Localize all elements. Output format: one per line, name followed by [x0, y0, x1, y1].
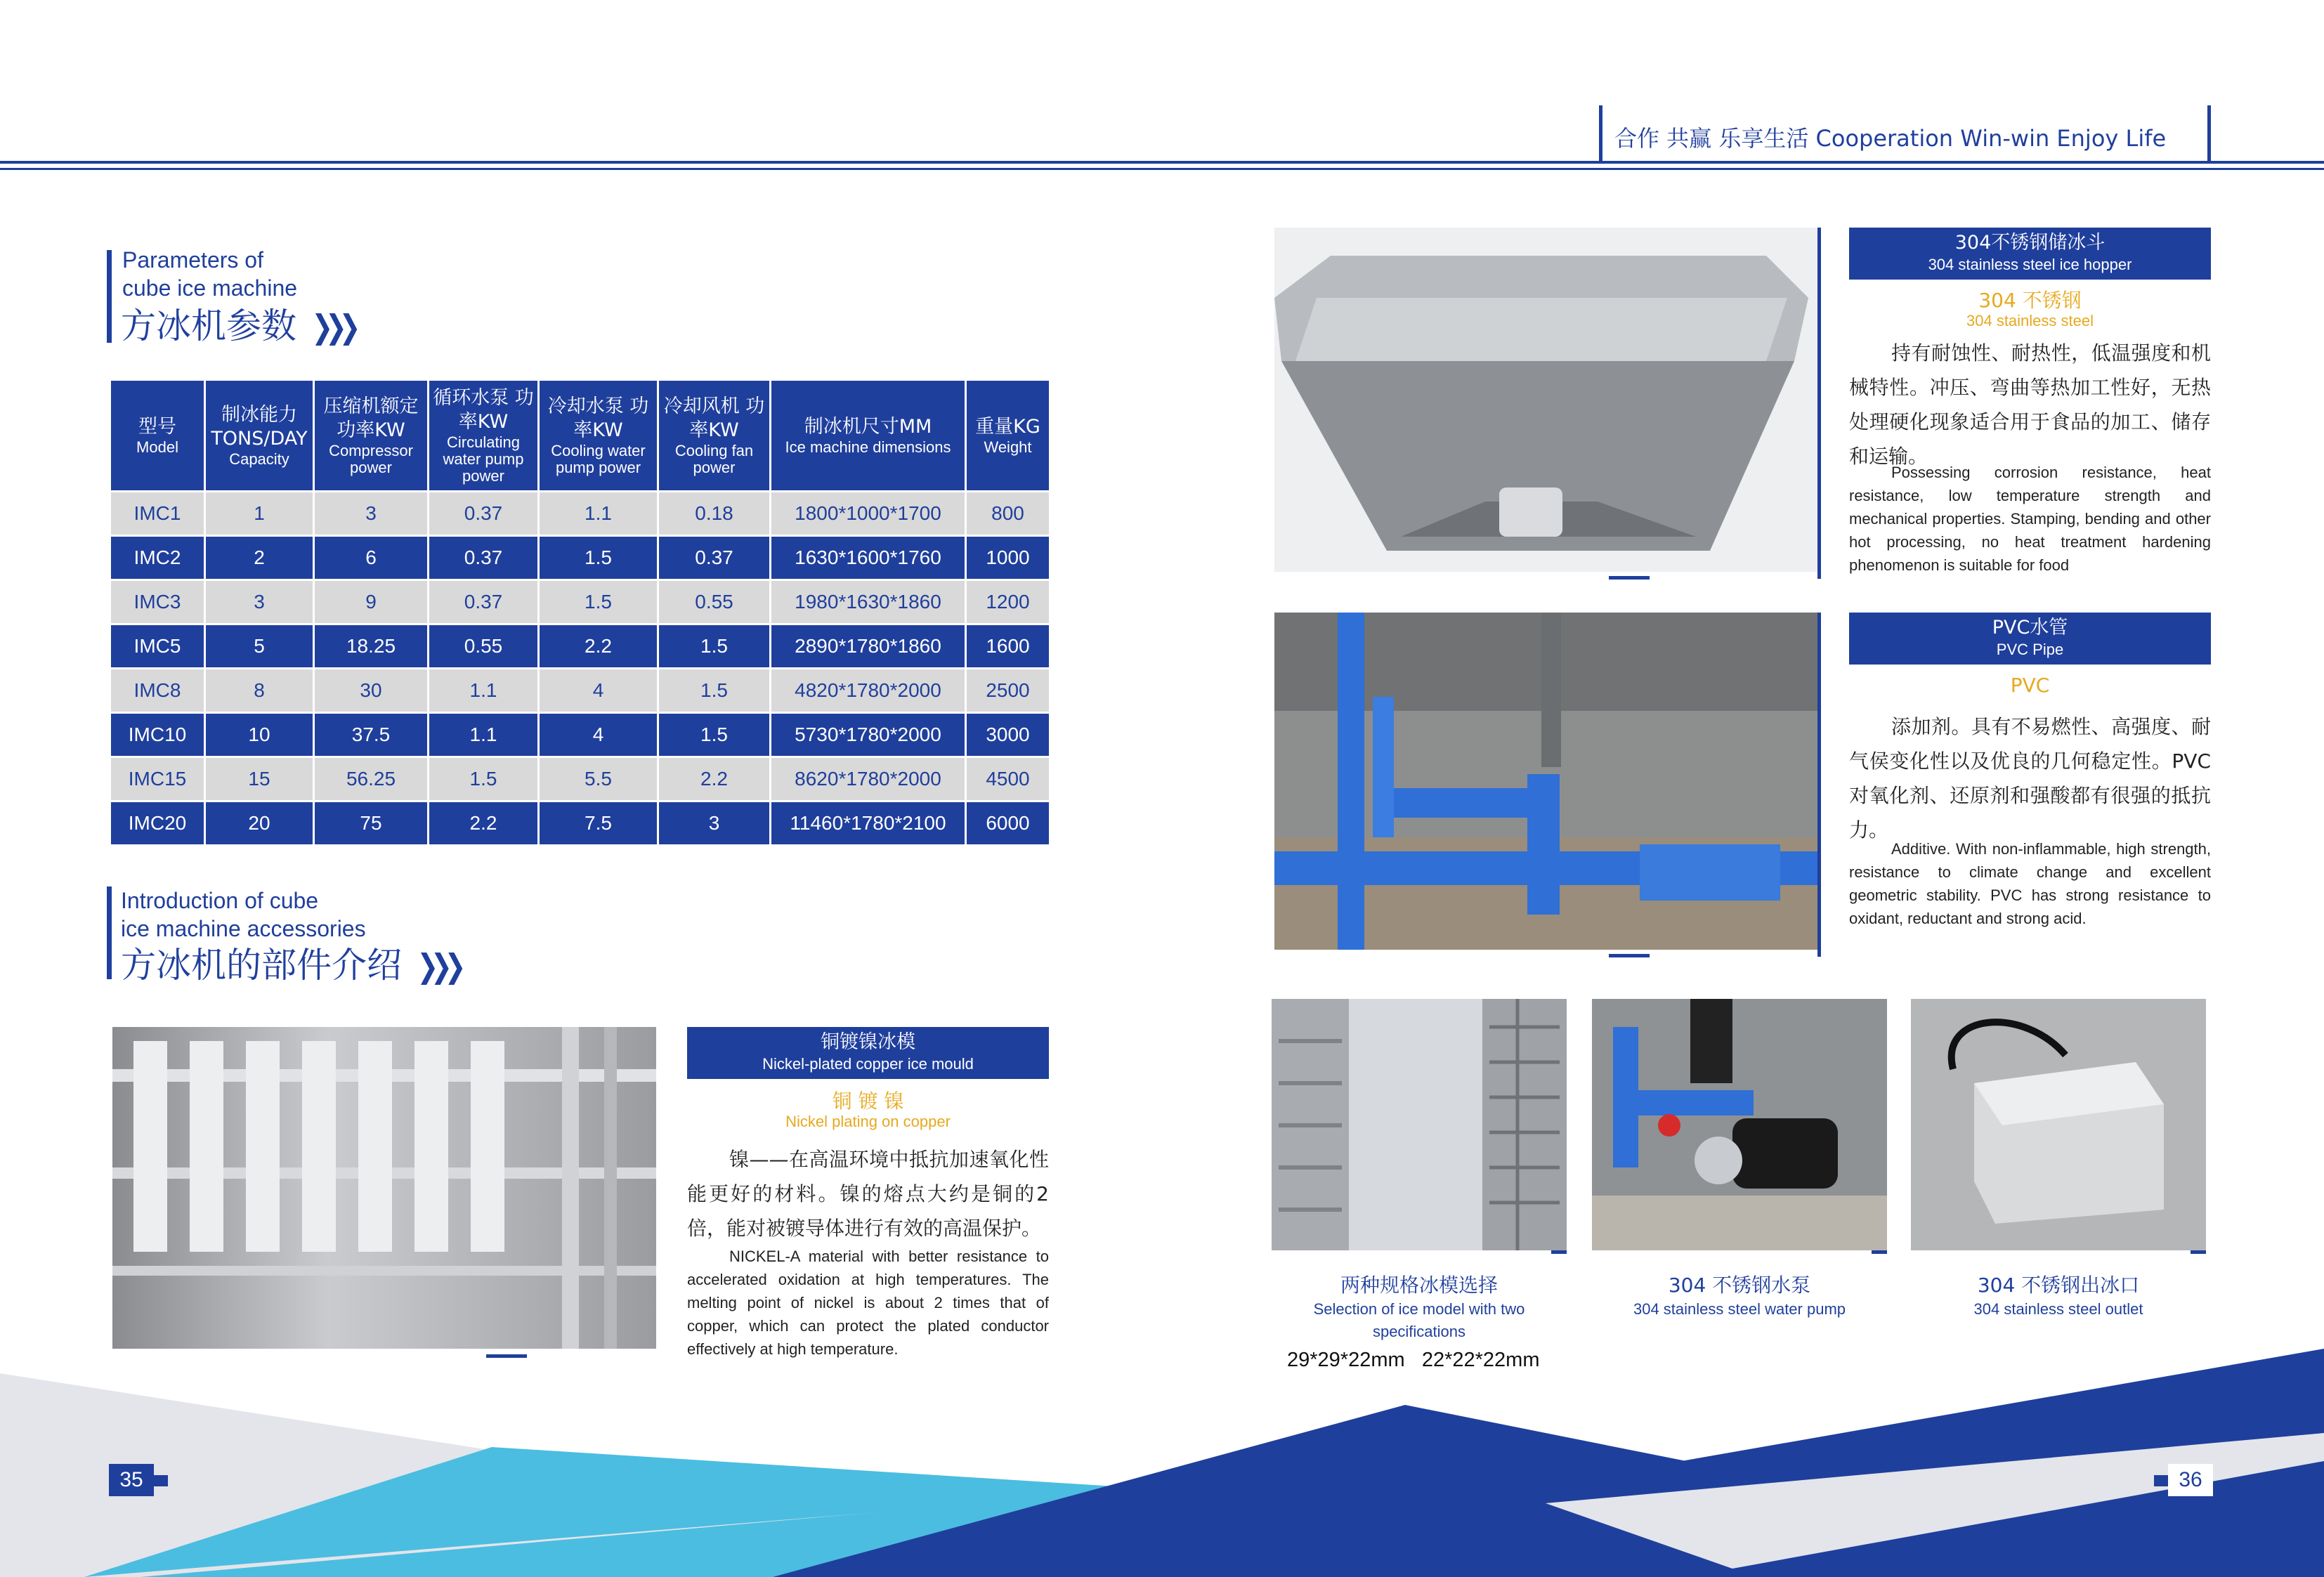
table-cell: IMC3 — [110, 580, 205, 624]
pvc-caption — [1849, 613, 2211, 665]
mould-description-en: NICKEL-A material with better resistance to accelerated oxidation at high temperatures. The melting point of nickel is about 2 times that of copper, which can protect the plated conductor effectively at high temperature. — [687, 1248, 1049, 1358]
photo-accent — [2191, 1250, 2206, 1254]
table-cell: 3000 — [966, 713, 1050, 757]
chevron-right-icon: ❯❯❯ — [417, 947, 459, 985]
table-cell: 4500 — [966, 757, 1050, 801]
chevron-right-icon: ❯❯❯ — [311, 308, 353, 346]
table-cell: 5.5 — [539, 757, 658, 801]
ice-hopper-photo — [1274, 228, 1817, 572]
section1-title-zh: 方冰机参数 — [121, 306, 296, 346]
mould-description-zh: 镍——在高温环境中抵抗加速氧化性能更好的材料。镍的熔点大约是铜的2倍，能对被镀导体进行有效的高温保护。 — [687, 1148, 1049, 1240]
pvc-description-zh: 添加剂。具有不易燃性、高强度、耐气侯变化性以及优良的几何稳定性。PVC对氧化剂、还原剂和强酸都有很强的抵抗力。 — [1849, 715, 2211, 842]
photo-accent — [1609, 954, 1650, 957]
table-row — [110, 713, 1050, 757]
header-rule — [0, 161, 2324, 164]
hopper-caption — [1849, 228, 2211, 280]
table-cell: 18.25 — [314, 624, 429, 669]
table-cell: IMC5 — [110, 624, 205, 669]
table-cell: 2 — [205, 536, 314, 580]
mould-caption-en: Nickel-plated copper ice mould — [762, 1055, 974, 1073]
header-bar-left — [1599, 105, 1602, 163]
table-cell: 5 — [205, 624, 314, 669]
table-cell: 0.55 — [658, 580, 771, 624]
table-row — [110, 492, 1050, 536]
hopper-material — [1849, 289, 2211, 330]
table-cell: 4820*1780*2000 — [771, 669, 966, 713]
header-dimensions: 制冰机尺寸MM Ice machine dimensions — [771, 380, 966, 492]
hopper-description-en: Possessing corrosion resistance, heat resistance, low temperature strength and mechanical properties. Stamping, bending and other hot processing, no heat treatment hardening phenomenon is suitable for food — [1849, 464, 2211, 574]
table-cell: 0.37 — [429, 580, 539, 624]
table-cell: 37.5 — [314, 713, 429, 757]
table-row — [110, 801, 1050, 846]
table-cell: 2.2 — [539, 624, 658, 669]
table-row — [110, 624, 1050, 669]
ice-model-caption-en: Selection of ice model with two specifications — [1313, 1300, 1525, 1340]
hopper-material-zh: 304 不锈钢 — [1978, 289, 2082, 312]
table-cell: 3 — [205, 580, 314, 624]
table-cell: 1.5 — [539, 580, 658, 624]
table-cell: 2.2 — [658, 757, 771, 801]
ice-model-caption-zh: 两种规格冰模选择 — [1340, 1274, 1498, 1297]
table-cell: 1000 — [966, 536, 1050, 580]
mould-caption-zh: 铜镀镍冰模 — [821, 1031, 915, 1053]
table-cell: 1.5 — [658, 713, 771, 757]
table-cell: 30 — [314, 669, 429, 713]
table-cell: 1630*1600*1760 — [771, 536, 966, 580]
section2-title — [121, 937, 464, 988]
table-cell: 1.5 — [429, 757, 539, 801]
header-slogan: 合作 共赢 乐享生活 Cooperation Win-win Enjoy Life — [1614, 125, 2167, 152]
table-cell: 15 — [205, 757, 314, 801]
table-cell: 3 — [658, 801, 771, 846]
table-cell: 20 — [205, 801, 314, 846]
photo-accent — [1872, 1250, 1887, 1254]
pvc-caption-en: PVC Pipe — [1996, 641, 2064, 658]
table-cell: 6000 — [966, 801, 1050, 846]
photo-accent — [1817, 228, 1821, 579]
water-pump-caption-en: 304 stainless steel water pump — [1633, 1300, 1846, 1318]
table-cell: 0.37 — [429, 492, 539, 536]
table-cell: 9 — [314, 580, 429, 624]
table-cell: 1.1 — [429, 713, 539, 757]
section1-title — [121, 298, 358, 348]
table-row — [110, 669, 1050, 713]
table-cell: IMC20 — [110, 801, 205, 846]
table-cell: 8 — [205, 669, 314, 713]
table-cell: IMC10 — [110, 713, 205, 757]
table-cell: 10 — [205, 713, 314, 757]
header-model: 型号 Model — [110, 380, 205, 492]
hopper-caption-en: 304 stainless steel ice hopper — [1928, 256, 2132, 273]
table-cell: IMC2 — [110, 536, 205, 580]
header-capacity: 制冰能力 TONS/DAY Capacity — [205, 380, 314, 492]
table-cell: 75 — [314, 801, 429, 846]
mould-material-zh: 铜 镀 镍 — [832, 1089, 904, 1113]
ice-model-photo — [1272, 999, 1567, 1250]
photo-accent — [486, 1354, 527, 1358]
ice-model-sizes: 29*29*22mm 22*22*22mm — [1287, 1349, 1540, 1371]
table-cell: 0.55 — [429, 624, 539, 669]
table-cell: 0.18 — [658, 492, 771, 536]
table-header-row — [110, 380, 1050, 492]
ice-outlet-caption — [1911, 1273, 2206, 1321]
header-circulating-pump: 循环水泵 功率KW Circulating water pump power — [429, 380, 539, 492]
table-cell: 56.25 — [314, 757, 429, 801]
water-pump-caption — [1592, 1273, 1887, 1321]
page-number-left: 35 — [109, 1464, 154, 1496]
section2-title-en-2: ice machine accessories — [121, 916, 366, 941]
page-number-right-accent — [2154, 1475, 2168, 1486]
table-cell: 1.5 — [658, 624, 771, 669]
pvc-description-en: Additive. With non-inflammable, high strength, resistance to climate change and excellent geometric stability. PVC has strong resistance to oxidant, reductant and strong acid. — [1849, 840, 2211, 927]
table-cell: 1.5 — [658, 669, 771, 713]
table-cell: 7.5 — [539, 801, 658, 846]
header-bar-right — [2207, 105, 2211, 163]
table-cell: 1980*1630*1860 — [771, 580, 966, 624]
section2-title-zh: 方冰机的部件介绍 — [121, 945, 402, 986]
header-rule-thin — [0, 168, 2324, 170]
hopper-description-zh: 持有耐蚀性、耐热性，低温强度和机械特性。冲压、弯曲等热加工性好，无热处理硬化现象适合用于食品的加工、储存和运输。 — [1849, 341, 2211, 468]
table-cell: 0.37 — [429, 536, 539, 580]
section2-title-en-1: Introduction of cube — [121, 888, 319, 913]
table-cell: 2890*1780*1860 — [771, 624, 966, 669]
table-cell: 6 — [314, 536, 429, 580]
water-pump-photo — [1592, 999, 1887, 1250]
header-weight: 重量KG Weight — [966, 380, 1050, 492]
section1-bar — [107, 250, 112, 343]
table-cell: 4 — [539, 713, 658, 757]
table-cell: 800 — [966, 492, 1050, 536]
photo-accent — [1817, 613, 1821, 957]
hopper-caption-zh: 304不锈钢储冰斗 — [1954, 232, 2106, 254]
table-cell: IMC8 — [110, 669, 205, 713]
page-number-left-accent — [154, 1475, 168, 1486]
pvc-pipe-photo — [1274, 613, 1817, 950]
section1-title-en-1: Parameters of — [122, 247, 263, 273]
mould-caption — [687, 1027, 1049, 1079]
pvc-caption-zh: PVC水管 — [1992, 617, 2068, 639]
ice-model-caption — [1272, 1273, 1567, 1343]
table-cell: 1 — [205, 492, 314, 536]
table-cell: 3 — [314, 492, 429, 536]
photo-accent — [1551, 1250, 1567, 1254]
ice-outlet-caption-zh: 304 不锈钢出冰口 — [1977, 1274, 2140, 1297]
header-compressor: 压缩机额定 功率KW Compressor power — [314, 380, 429, 492]
water-pump-caption-zh: 304 不锈钢水泵 — [1668, 1274, 1811, 1297]
table-cell: 1800*1000*1700 — [771, 492, 966, 536]
table-cell: 1200 — [966, 580, 1050, 624]
ice-mould-photo — [112, 1027, 656, 1349]
table-cell: 1.1 — [539, 492, 658, 536]
table-cell: 2500 — [966, 669, 1050, 713]
page-number-right: 36 — [2168, 1464, 2213, 1496]
mould-material — [687, 1090, 1049, 1131]
table-cell: 8620*1780*2000 — [771, 757, 966, 801]
hopper-material-en: 304 stainless steel — [1966, 312, 2094, 329]
table-cell: 11460*1780*2100 — [771, 801, 966, 846]
header-cooling-pump: 冷却水泵 功率KW Cooling water pump power — [539, 380, 658, 492]
table-cell: IMC1 — [110, 492, 205, 536]
photo-accent — [1609, 576, 1650, 580]
table-cell: 1.5 — [539, 536, 658, 580]
table-row — [110, 757, 1050, 801]
table-cell: 5730*1780*2000 — [771, 713, 966, 757]
table-cell: 2.2 — [429, 801, 539, 846]
table-cell: 1600 — [966, 624, 1050, 669]
table-cell: 0.37 — [658, 536, 771, 580]
pvc-material — [1849, 674, 2211, 697]
table-cell: 4 — [539, 669, 658, 713]
table-row — [110, 536, 1050, 580]
table-cell: 1.1 — [429, 669, 539, 713]
header-cooling-fan: 冷却风机 功率KW Cooling fan power — [658, 380, 771, 492]
section2-bar — [107, 886, 112, 979]
section1-title-en-2: cube ice machine — [122, 275, 298, 301]
table-row — [110, 580, 1050, 624]
table-cell: IMC15 — [110, 757, 205, 801]
ice-outlet-caption-en: 304 stainless steel outlet — [1973, 1300, 2143, 1318]
pvc-material-label: PVC — [2010, 674, 2050, 697]
mould-material-en: Nickel plating on copper — [785, 1113, 951, 1130]
parameters-table — [109, 379, 1051, 846]
ice-outlet-photo — [1911, 999, 2206, 1250]
